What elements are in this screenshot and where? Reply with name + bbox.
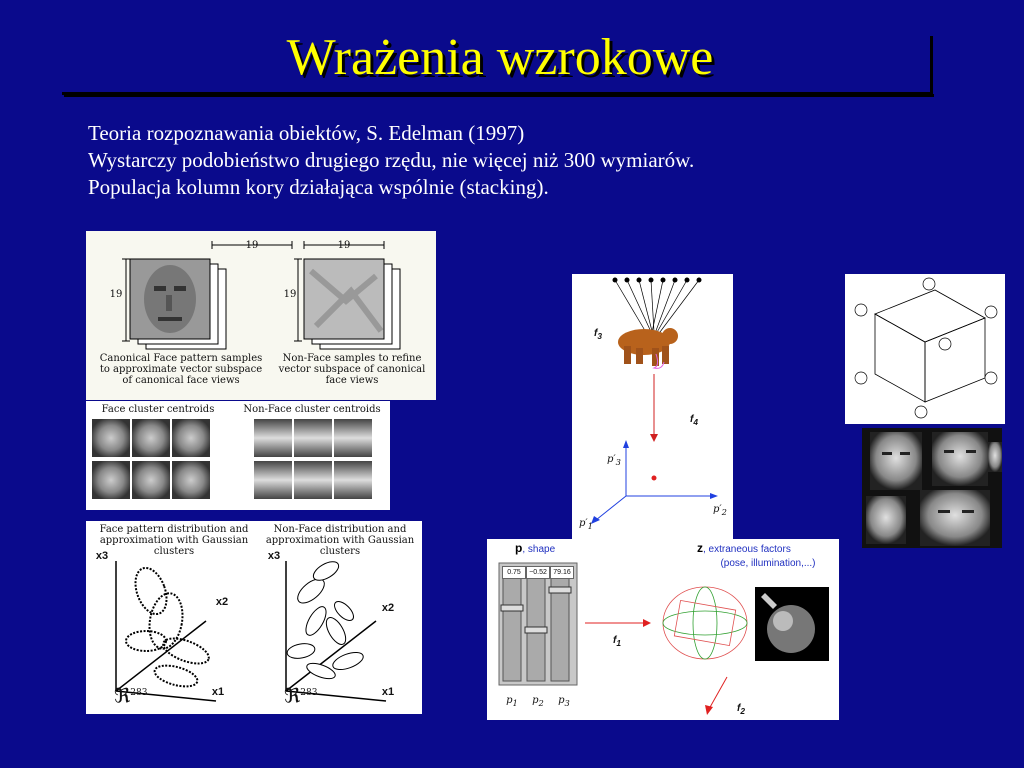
f2-sub: 2	[740, 706, 745, 716]
centroids-figure	[86, 401, 390, 510]
caption-nonface-distribution: Non-Face distribution and approximation with Gaussian clusters	[265, 524, 415, 557]
label-face-centroids: Face cluster centroids	[101, 404, 215, 415]
gaussian-figure	[86, 521, 422, 714]
axis-label-x3-right: x3	[267, 550, 281, 562]
bear-graphic	[572, 274, 733, 540]
space-symbol-right: ℜ	[284, 683, 301, 708]
shape-figure	[487, 539, 839, 720]
face-samples-figure	[86, 231, 436, 400]
bear-figure	[572, 274, 733, 540]
slider-value-1: 0.75	[502, 566, 526, 579]
f2-label	[729, 703, 753, 717]
f4-sub: 4	[693, 417, 698, 427]
f1-sub: 1	[616, 638, 621, 648]
bullet-2: Wystarczy podobieństwo drugiego rzędu, nie więcej niż 300 wymiarów.	[88, 148, 695, 172]
axis-label-x3-left: x3	[95, 550, 109, 562]
f3-symbol: f	[594, 328, 598, 339]
space-label-right	[284, 683, 324, 706]
axis-label-x2-right: x2	[381, 602, 395, 614]
p3-slider-symbol: p	[558, 695, 565, 706]
p2-slider-sub: 2	[538, 698, 544, 708]
centroids-graphic	[86, 401, 390, 510]
space-exp-right: 283	[300, 688, 318, 698]
nonface-centroid-grid	[254, 419, 372, 499]
axis-label-x1-left: x1	[211, 686, 225, 698]
p3-label	[602, 454, 626, 468]
f1-symbol: f	[613, 635, 617, 646]
caption-nonface-samples: Non-Face samples to refine vector subspace of canonical face views	[278, 353, 426, 386]
slide-title: Wrażenia wzrokowe	[286, 29, 714, 86]
bullet-1: Teoria rozpoznawania obiektów, S. Edelman (1997)	[88, 121, 525, 145]
p1-slider-sub: 1	[512, 698, 518, 708]
f3-sub: 3	[597, 331, 602, 341]
dim-label-top-right: 19	[337, 240, 351, 251]
p-symbol: p	[515, 541, 523, 555]
space-label-left	[114, 683, 154, 706]
p1-sub: 1	[587, 521, 593, 531]
axis-label-x2-left: x2	[215, 596, 229, 608]
label-nonface-centroids: Non-Face cluster centroids	[243, 404, 381, 415]
z-paren: (pose, illumination,...)	[720, 558, 816, 569]
caption-face-distribution: Face pattern distribution and approximation with Gaussian clusters	[99, 524, 249, 557]
caption-face-samples: Canonical Face pattern samples to approximate vector subspace of canonical face views	[99, 353, 263, 386]
f3-label	[586, 328, 610, 342]
f4-label	[682, 414, 706, 428]
p2-sub: 2	[721, 507, 727, 517]
axis-label-x1-right: x1	[381, 686, 395, 698]
dim-label-side-right: 19	[283, 289, 297, 300]
p3-slider-sub: 3	[564, 698, 570, 708]
bullet-3: Populacja kolumn kory działająca wspólnie (stacking).	[88, 175, 549, 199]
p2-slider-symbol: p	[532, 695, 539, 706]
slider-value-2: −0.52	[526, 566, 550, 579]
f4-symbol: f	[690, 414, 694, 425]
p1-label	[574, 518, 598, 532]
space-symbol-left: ℜ	[114, 683, 131, 708]
face-collage-figure	[862, 428, 1002, 548]
p-desc: , shape	[522, 544, 556, 555]
dim-label-top-left: 19	[245, 240, 259, 251]
p1-slider-label	[501, 695, 523, 709]
slider-value-3: 79.16	[550, 566, 574, 579]
p2-label	[708, 504, 732, 518]
f1-label	[605, 635, 629, 649]
title-underline	[62, 92, 932, 95]
p1-symbol: p′	[579, 518, 588, 529]
face-cube-figure	[845, 274, 1005, 424]
face-cube-graphic	[845, 274, 1005, 424]
face-collage-graphic	[862, 428, 1002, 548]
p1-slider-symbol: p	[506, 695, 513, 706]
p2-symbol: p′	[713, 504, 722, 515]
p3-sub: 3	[615, 457, 621, 467]
title-rule-vertical	[930, 36, 933, 95]
face-centroid-grid	[92, 419, 210, 499]
z-symbol: z	[697, 541, 703, 555]
z-desc: , extraneous factors	[703, 544, 791, 555]
p2-slider-label	[527, 695, 549, 709]
dim-label-side-left: 19	[109, 289, 123, 300]
p3-symbol: p′	[607, 454, 616, 465]
f2-symbol: f	[737, 703, 741, 714]
p3-slider-label	[553, 695, 575, 709]
space-exp-left: 283	[130, 688, 148, 698]
bullet-list	[88, 120, 694, 201]
